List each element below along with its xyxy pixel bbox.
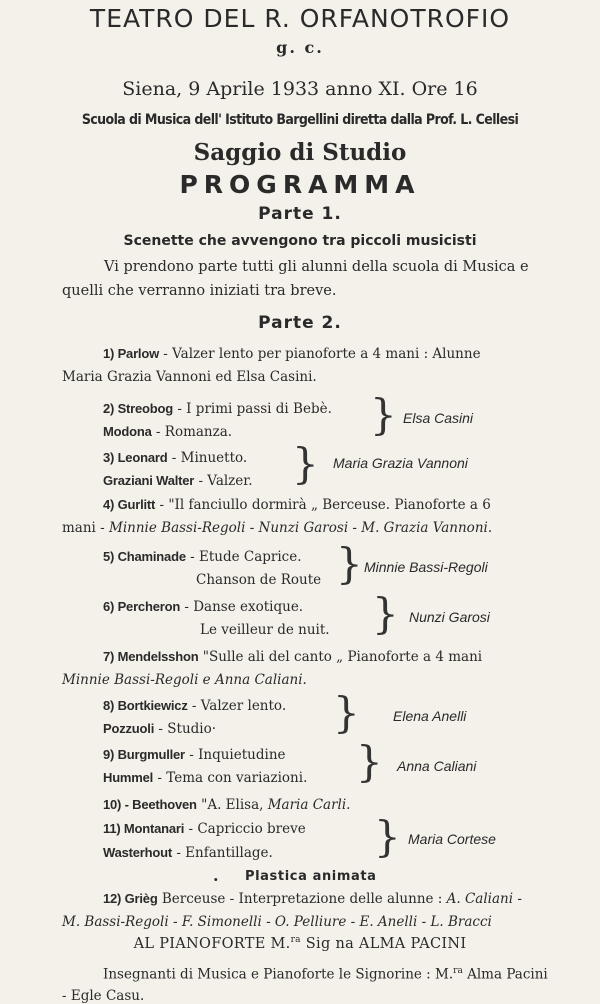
item6-piece-a: - Danse exotique.	[184, 599, 304, 615]
item5-piece-b: Chanson de Route	[196, 572, 322, 588]
item11-composer-b: Wasterhout	[103, 845, 173, 860]
pianoforte-label: AL PIANOFORTE M.	[133, 935, 291, 952]
theatre-title: TEATRO DEL R. ORFANOTROFIO	[89, 4, 511, 33]
item8-performer: Elena Anelli	[393, 708, 467, 724]
item9-performer: Anna Caliani	[397, 758, 477, 774]
parte2-heading: Parte 2.	[258, 313, 342, 333]
plastica-line1	[103, 891, 522, 907]
item6-brace: }	[372, 589, 399, 638]
item8-line1	[103, 698, 286, 714]
plastica-performers: M. Bassi-Regoli - F. Simonelli - O. Pelliure - E. Anelli - L. Bracci	[62, 914, 492, 930]
item7-line1	[103, 649, 482, 665]
item3-composer-a: 3) Leonard	[103, 450, 168, 465]
item2-performer: Elsa Casini	[403, 410, 474, 426]
item11-line1	[103, 821, 306, 837]
item8-line2	[103, 721, 216, 737]
plastica-piece: Berceuse - Interpretazione delle alunne :	[161, 891, 443, 907]
item11-line2	[103, 845, 273, 861]
item5-piece-a: - Etude Caprice.	[190, 549, 302, 565]
item10-piece: "A. Elisa,	[201, 797, 264, 813]
item3-line1	[103, 450, 247, 466]
item8-composer-a: 8) Bortkiewicz	[103, 698, 188, 713]
teachers-line1	[103, 966, 548, 983]
item5-performer: Minnie Bassi-Regoli	[364, 559, 488, 575]
item4-mani: mani -	[62, 520, 105, 536]
programma-heading: PROGRAMMA	[179, 170, 421, 199]
plastica-heading: Plastica animata	[245, 869, 377, 884]
item3-piece-a: - Minuetto.	[171, 450, 248, 466]
item11-composer-a: 11) Montanari	[103, 821, 185, 836]
item9-piece-a: - Inquietudine	[189, 747, 286, 763]
item9-line2	[103, 770, 307, 786]
item9-brace: }	[356, 737, 383, 786]
parte1-heading: Parte 1.	[258, 204, 342, 224]
item2-line1	[103, 401, 332, 417]
item6-line1	[103, 599, 303, 615]
subtitle-gc: g. c.	[276, 38, 324, 57]
item2-brace: }	[370, 390, 397, 439]
item5-brace: }	[336, 539, 363, 588]
item4-composer: 4) Gurlitt	[103, 497, 156, 512]
item1-piece: - Valzer lento per pianoforte a 4 mani : Alunne	[163, 346, 481, 362]
item10-performer: Maria Carli.	[267, 797, 351, 813]
item11-performer: Maria Cortese	[408, 831, 496, 847]
pianoforte-line	[0, 935, 600, 952]
item9-piece-b: - Tema con variazioni.	[157, 770, 308, 786]
item8-brace: }	[333, 688, 360, 737]
date-line: Siena, 9 Aprile 1933 anno XI. Ore 16	[122, 78, 478, 100]
item5-composer: 5) Chaminade	[103, 549, 186, 564]
item1-line1	[103, 346, 481, 362]
item6-piece-b: Le veilleur de nuit.	[200, 622, 330, 638]
pianoforte-sup: ra	[290, 935, 301, 945]
item2-piece-b: - Romanza.	[155, 424, 233, 440]
item2-composer-a: 2) Streobog	[103, 401, 174, 416]
item4-piece: - "Il fanciullo dormirà „ Berceuse. Pianoforte a 6	[159, 497, 491, 513]
parte1-text-line2: quelli che verranno iniziati tra breve.	[62, 283, 337, 299]
parte1-text-line1: Vi prendono parte tutti gli alunni della scuola di Musica e	[104, 259, 529, 275]
item10-line	[103, 797, 350, 813]
item4-line1	[103, 497, 491, 513]
item11-piece-a: - Capriccio breve	[188, 821, 306, 837]
item4-line2	[62, 520, 492, 536]
teachers-name: Alma Pacini	[467, 966, 548, 983]
item1-composer: 1) Parlow	[103, 346, 159, 361]
item4-performers: Minnie Bassi-Regoli - Nunzi Garosi - M. Grazia Vannoni.	[109, 520, 493, 536]
item3-composer-b: Graziani Walter	[103, 473, 195, 488]
plastica-composer: 12) Grièg	[103, 891, 158, 906]
item7-composer: 7) Mendelsshon	[103, 649, 199, 664]
school-line: Scuola di Musica dell' Istituto Bargellini diretta dalla Prof. L. Cellesi	[81, 112, 519, 128]
item6-performer: Nunzi Garosi	[409, 609, 490, 625]
item2-line2	[103, 424, 232, 440]
item5-line1	[103, 549, 302, 565]
item10-composer: 10) - Beethoven	[103, 797, 197, 812]
item3-line2	[103, 473, 253, 489]
teachers-label: Insegnanti di Musica e Pianoforte le Signorine : M.	[103, 966, 454, 983]
item11-brace: }	[374, 812, 401, 861]
teachers-line2: - Egle Casu.	[62, 988, 145, 1004]
plastica-performer-first: A. Caliani -	[446, 891, 522, 907]
item7-piece: "Sulle ali del canto „ Pianoforte a 4 mani	[202, 649, 483, 665]
item7-performers: Minnie Bassi-Regoli e Anna Caliani.	[62, 672, 307, 688]
item2-composer-b: Modona	[103, 424, 152, 439]
teachers-sup: ra	[453, 966, 463, 976]
item3-piece-b: - Valzer.	[198, 473, 253, 489]
item3-brace: }	[292, 439, 319, 488]
item2-piece-a: - I primi passi di Bebè.	[177, 401, 332, 417]
item9-composer-b: Hummel	[103, 770, 154, 785]
item3-performer: Maria Grazia Vannoni	[333, 455, 468, 471]
item9-line1	[103, 747, 286, 763]
item8-piece-a: - Valzer lento.	[191, 698, 287, 714]
item1-line2: Maria Grazia Vannoni ed Elsa Casini.	[62, 369, 317, 385]
event-title: Saggio di Studio	[193, 139, 407, 166]
plastica-dot: .	[213, 866, 219, 885]
item8-composer-b: Pozzuoli	[103, 721, 155, 736]
item9-composer-a: 9) Burgmuller	[103, 747, 185, 762]
item6-composer: 6) Percheron	[103, 599, 181, 614]
item11-piece-b: - Enfantillage.	[176, 845, 273, 861]
item8-piece-b: - Studio·	[158, 721, 217, 737]
parte1-subheading: Scenette che avvengono tra piccoli musicisti	[123, 233, 477, 249]
pianoforte-name: Sig na ALMA PACINI	[305, 935, 467, 952]
